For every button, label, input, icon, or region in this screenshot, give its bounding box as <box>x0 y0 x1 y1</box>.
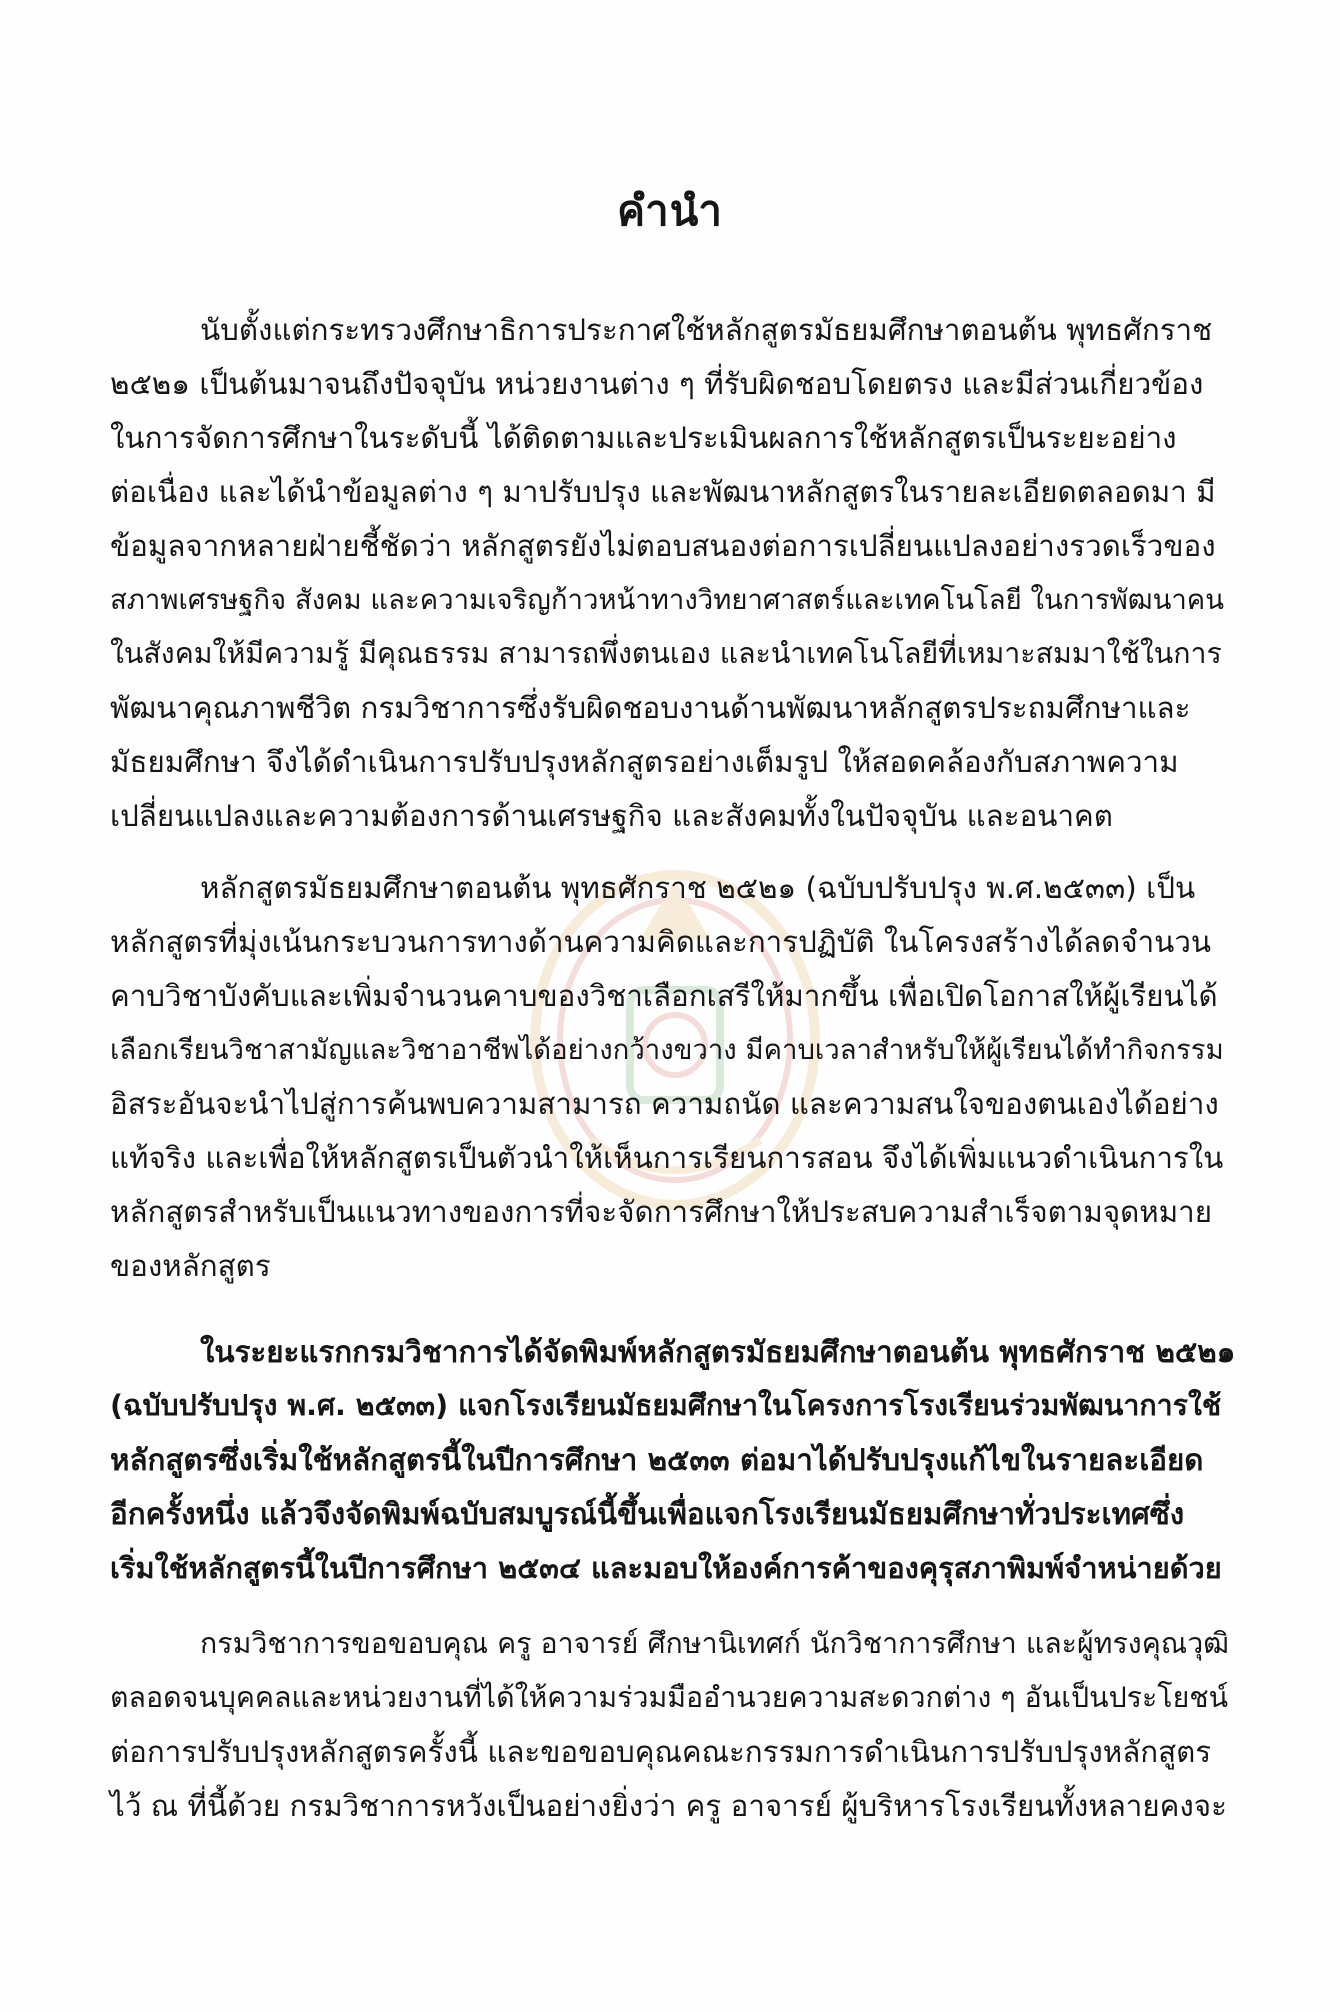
paragraph-4-line-1: กรมวิชาการขอขอบคุณ ครู อาจารย์ ศึกษานิเทศก์ นักวิชาการศึกษา และผู้ทรงคุณวุฒิ <box>200 1627 1229 1660</box>
paragraph-3-line-1: ในระยะแรกกรมวิชาการได้จัดพิมพ์หลักสูตรมัธยมศึกษาตอนต้น พุทธศักราช ๒๕๒๑ <box>200 1335 1236 1369</box>
paragraph-4-line-3: ต่อการปรับปรุงหลักสูตรครั้งนี้ และขอขอบคุณคณะกรรมการดำเนินการปรับปรุงหลักสูตร <box>110 1735 1212 1769</box>
paragraph-3-line-5: เริ่มใช้หลักสูตรนี้ในปีการศึกษา ๒๕๓๔ และมอบให้องค์การค้าของคุรุสภาพิมพ์จำหน่ายด้วย <box>110 1551 1222 1585</box>
paragraph-1-line-5: ข้อมูลจากหลายฝ่ายชี้ชัดว่า หลักสูตรยังไม่ตอบสนองต่อการเปลี่ยนแปลงอย่างรวดเร็วของ <box>110 529 1216 563</box>
paragraph-2-line-2: หลักสูตรที่มุ่งเน้นกระบวนการทางด้านความคิดและการปฏิบัติ ในโครงสร้างได้ลดจำนวน <box>110 925 1212 959</box>
paragraph-1-line-3: ในการจัดการศึกษาในระดับนี้ ได้ติดตามและประเมินผลการใช้หลักสูตรเป็นระยะอย่าง <box>110 421 1177 455</box>
paragraph-1-line-2: ๒๕๒๑ เป็นต้นมาจนถึงปัจจุบัน หน่วยงานต่าง ๆ ที่รับผิดชอบโดยตรง และมีส่วนเกี่ยวข้อง <box>110 367 1204 401</box>
paragraph-2-line-3: คาบวิชาบังคับและเพิ่มจำนวนคาบของวิชาเลือกเสรีให้มากขึ้น เพื่อเปิดโอกาสให้ผู้เรียนได้ <box>110 979 1218 1013</box>
page-title: คำนำ <box>617 186 723 235</box>
paragraph-2-line-8: ของหลักสูตร <box>110 1249 271 1283</box>
paragraph-1-line-6: สภาพเศรษฐกิจ สังคม และความเจริญก้าวหน้าทางวิทยาศาสตร์และเทคโนโลยี ในการพัฒนาคน <box>110 584 1225 616</box>
paragraph-3-line-2: (ฉบับปรับปรุง พ.ศ. ๒๕๓๓) แจกโรงเรียนมัธยมศึกษาในโครงการโรงเรียนร่วมพัฒนาการใช้ <box>110 1389 1222 1422</box>
paragraph-4-line-2: ตลอดจนบุคคลและหน่วยงานที่ได้ให้ความร่วมมืออำนวยความสะดวกต่าง ๆ อันเป็นประโยชน์ <box>110 1681 1229 1714</box>
paragraph-1-line-1: นับตั้งแต่กระทรวงศึกษาธิการประกาศใช้หลักสูตรมัธยมศึกษาตอนต้น พุทธศักราช <box>200 313 1213 347</box>
paragraph-1-line-7: ในสังคมให้มีความรู้ มีคุณธรรม สามารถพึ่งตนเอง และนำเทคโนโลยีที่เหมาะสมมาใช้ในการ <box>110 637 1222 670</box>
paragraph-1-line-9: มัธยมศึกษา จึงได้ดำเนินการปรับปรุงหลักสูตรอย่างเต็มรูป ให้สอดคล้องกับสภาพความ <box>110 745 1179 779</box>
paragraph-2-line-7: หลักสูตรสำหรับเป็นแนวทางของการที่จะจัดการศึกษาให้ประสบความสำเร็จตามจุดหมาย <box>110 1195 1213 1229</box>
paragraph-2-line-6: แท้จริง และเพื่อให้หลักสูตรเป็นตัวนำให้เห็นการเรียนการสอน จึงได้เพิ่มแนวดำเนินการใน <box>110 1141 1224 1175</box>
paragraph-1-line-4: ต่อเนื่อง และได้นำข้อมูลต่าง ๆ มาปรับปรุง และพัฒนาหลักสูตรในรายละเอียดตลอดมา มี <box>110 475 1216 509</box>
paragraph-2-line-4: เลือกเรียนวิชาสามัญและวิชาอาชีพได้อย่างกว้างขวาง มีคาบเวลาสำหรับให้ผู้เรียนได้ทำกิจกรรม <box>110 1034 1224 1066</box>
paragraph-1-line-8: พัฒนาคุณภาพชีวิต กรมวิชาการซึ่งรับผิดชอบงานด้านพัฒนาหลักสูตรประถมศึกษาและ <box>110 691 1191 725</box>
paragraph-3-line-4: อีกครั้งหนึ่ง แล้วจึงจัดพิมพ์ฉบับสมบูรณ์นี้ขึ้นเพื่อแจกโรงเรียนมัธยมศึกษาทั่วประเทศซึ่ง <box>110 1497 1185 1531</box>
paragraph-1-line-10: เปลี่ยนแปลงและความต้องการด้านเศรษฐกิจ และสังคมทั้งในปัจจุบัน และอนาคต <box>110 799 1113 833</box>
paragraph-2-line-5: อิสระอันจะนำไปสู่การค้นพบความสามารถ ความถนัด และความสนใจของตนเองได้อย่าง <box>110 1087 1219 1121</box>
paragraph-3-line-3: หลักสูตรซึ่งเริ่มใช้หลักสูตรนี้ในปีการศึกษา ๒๕๓๓ ต่อมาได้ปรับปรุงแก้ไขในรายละเอียด <box>110 1443 1204 1477</box>
paragraph-2-line-1: หลักสูตรมัธยมศึกษาตอนต้น พุทธศักราช ๒๕๒๑ (ฉบับปรับปรุง พ.ศ.๒๕๓๓) เป็น <box>200 871 1196 905</box>
paragraph-4-line-4: ไว้ ณ ที่นี้ด้วย กรมวิชาการหวังเป็นอย่างยิ่งว่า ครู อาจารย์ ผู้บริหารโรงเรียนทั้งหลายคงจะ <box>110 1789 1227 1823</box>
